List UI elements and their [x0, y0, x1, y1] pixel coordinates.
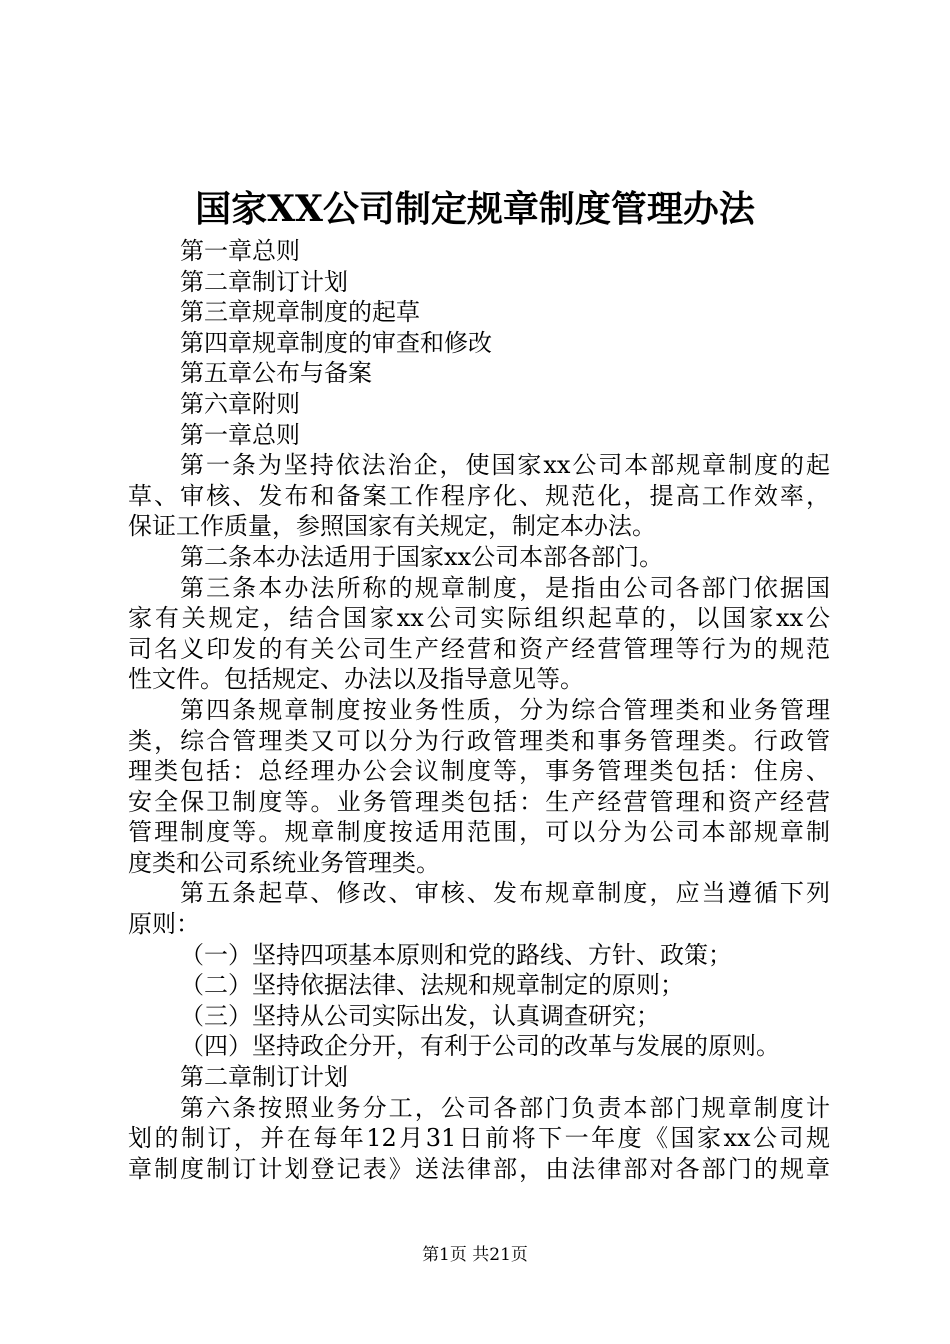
text-line: （三）坚持从公司实际出发，认真调查研究；	[180, 1001, 660, 1030]
document-title: 国家XX公司制定规章制度管理办法	[195, 188, 755, 230]
text-line: 第六章附则	[180, 389, 300, 418]
document-body	[128, 236, 830, 1184]
text-line: 原则：	[128, 910, 200, 939]
text-line: 第三章规章制度的起草	[180, 298, 420, 327]
text-line: 第一章总则	[180, 420, 300, 449]
text-line: 第二条本办法适用于国家xx公司本部各部门。	[180, 542, 664, 571]
text-line: 第五条起草、修改、审核、发布规章制度，应当遵循下列	[180, 879, 830, 908]
text-line: 第四章规章制度的审查和修改	[180, 328, 492, 357]
text-line: 草、审核、发布和备案工作程序化、规范化，提高工作效率，	[128, 481, 830, 510]
text-line: 划的制订，并在每年12月31日前将下一年度《国家xx公司规	[128, 1124, 830, 1153]
text-line: 第六条按照业务分工，公司各部门负责本部门规章制度计	[180, 1093, 830, 1122]
text-line: 性文件。包括规定、办法以及指导意见等。	[128, 665, 584, 694]
text-line: 第二章制订计划	[180, 1063, 348, 1092]
text-line: 第四条规章制度按业务性质，分为综合管理类和业务管理	[180, 695, 830, 724]
text-line: 家有关规定，结合国家xx公司实际组织起草的，以国家xx公	[128, 604, 830, 633]
text-line: 安全保卫制度等。业务管理类包括：生产经营管理和资产经营	[128, 787, 830, 816]
text-line: 第一章总则	[180, 237, 300, 265]
text-line: （一）坚持四项基本原则和党的路线、方针、政策；	[180, 940, 732, 969]
text-line: 保证工作质量，参照国家有关规定，制定本办法。	[128, 512, 656, 541]
text-line: 类，综合管理类又可以分为行政管理类和事务管理类。行政管	[128, 726, 830, 755]
text-line: 第一条为坚持依法治企，使国家xx公司本部规章制度的起	[180, 451, 830, 480]
text-line: （四）坚持政企分开，有利于公司的改革与发展的原则。	[180, 1032, 780, 1061]
text-line: （二）坚持依据法律、法规和规章制定的原则；	[180, 971, 684, 1000]
text-line: 第五章公布与备案	[180, 359, 372, 388]
text-line: 司名义印发的有关公司生产经营和资产经营管理等行为的规范	[128, 634, 830, 663]
text-line: 理类包括：总经理办公会议制度等，事务管理类包括：住房、	[128, 757, 830, 786]
text-line: 章制度制订计划登记表》送法律部，由法律部对各部门的规章	[128, 1154, 830, 1183]
text-line: 第三条本办法所称的规章制度，是指由公司各部门依据国	[180, 573, 830, 602]
page-footer: 第1页 共21页	[422, 1245, 528, 1265]
text-line: 管理制度等。规章制度按适用范围，可以分为公司本部规章制	[128, 818, 830, 847]
text-line: 第二章制订计划	[180, 267, 348, 296]
text-line: 度类和公司系统业务管理类。	[128, 848, 440, 877]
